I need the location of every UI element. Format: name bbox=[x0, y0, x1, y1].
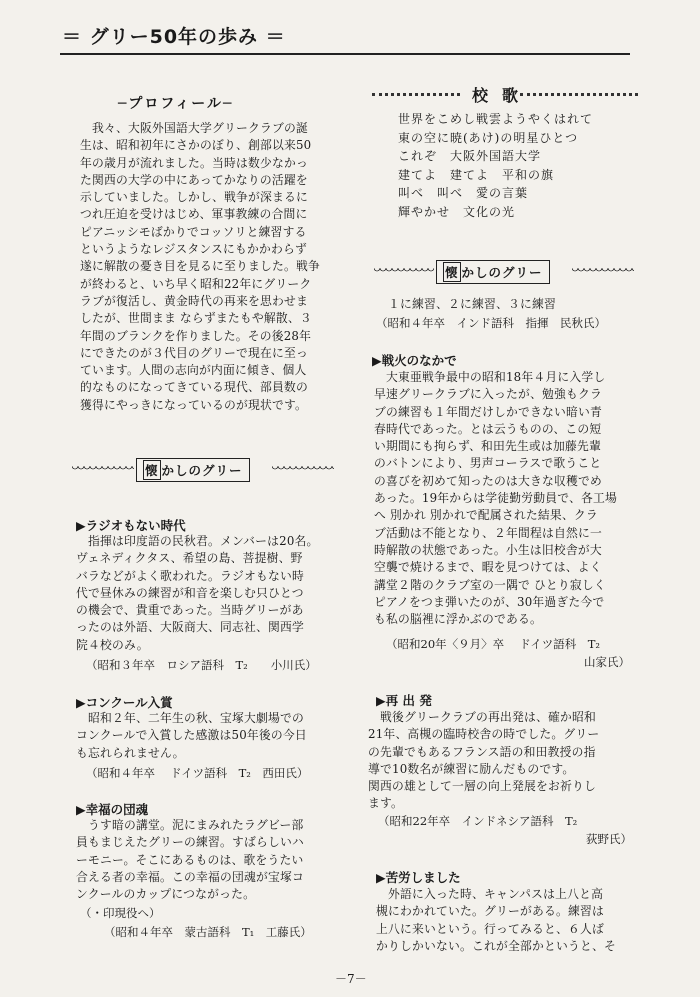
box-accent: 懐 bbox=[143, 460, 161, 480]
dotted-rule bbox=[372, 93, 460, 96]
dotted-rule bbox=[520, 93, 638, 96]
section-text: うす暗の講堂。泥にまみれたラグビー部 員もまじえたグリーの練習。すばらしいハ ーモニー。そこにあるものは、歌をうたい 合える者の幸福。この幸福の団魂が宝塚コ ンクールのカップにつながった。 bbox=[76, 818, 304, 902]
attribution: （昭和20年〈９月〉卒 ドイツ語科 T₂ bbox=[386, 637, 600, 651]
profile-title: ─プロフィール─ bbox=[118, 96, 234, 112]
wavy-rule bbox=[272, 466, 334, 476]
section-text: 戦後グリークラブの再出発は、確か昭和 21年、高槻の臨時校舎の時でした。グリー の先輩でもあるフランス語の和田教授の指 導で10数名が練習に励んだものです。 関西の雄として一層の向上発展をお祈りし ます。 bbox=[368, 710, 600, 811]
attribution-name: 山家氏） bbox=[584, 655, 630, 669]
section-heading: ▶幸福の団魂 bbox=[76, 802, 149, 817]
natsukashi-label-left bbox=[136, 458, 250, 482]
lyric-line: 輝やかせ 文化の光 bbox=[398, 204, 516, 219]
section-heading: ▶再 出 発 bbox=[376, 693, 432, 708]
section-heading: ▶コンクール入賞 bbox=[76, 695, 173, 710]
lyric-line: 叫べ 叫べ 愛の言葉 bbox=[398, 186, 529, 201]
attribution: （昭和22年卒 インドネシア語科 T₂ bbox=[378, 814, 578, 828]
wavy-rule bbox=[72, 466, 134, 476]
section-heading: ▶苦労しました bbox=[376, 870, 461, 885]
kouka-title: 校歌 bbox=[472, 86, 533, 105]
attribution-note: （・印現役へ） bbox=[80, 906, 161, 920]
kouka-lyrics bbox=[398, 110, 593, 222]
attribution: （昭和４年卒 インド語科 指揮 民秋氏） bbox=[376, 316, 606, 330]
box-accent: 懐 bbox=[443, 262, 461, 282]
section-heading: ▶ラジオもない時代 bbox=[76, 518, 186, 533]
lyric-line: 世界をこめし戦雲ようやくはれて bbox=[398, 112, 594, 126]
section-heading: ▶戦火のなかで bbox=[372, 353, 457, 368]
attribution: （昭和４年卒 蒙古語科 T₁ 工藤氏） bbox=[104, 925, 312, 939]
natsukashi-text-left: かしのグリー bbox=[161, 463, 243, 478]
wavy-rule bbox=[374, 268, 434, 278]
section-text: 大東亜戦争最中の昭和18年４月に入学し 早速グリークラブに入ったが、勉強もクラ ブの練習も１年間だけしかできない暗い青 春時代であった。とは云うものの、この短 い期間にも拘らず、和田先生或は加藤先輩 のバトンにより、男声コーラスで歌うこと の喜びを初めて知ったのは大きな収穫でめ あった。19年からは学徒勤労動員で、各工場 へ 別かれ 別かれで配属された結果、クラ ブ活動は不能となり、２年間程は自然に一 時解散の状態であった。小生は旧校舎が大 空襲で焼けるまで、暇を見つけては、よく 講堂２階のクラブ室の一隅で ひとり寂しく ピアノをつま弾いたのが、30年過ぎた今で も私の脳裡に浮かぶのである。 bbox=[374, 370, 617, 627]
natsukashi-label-right bbox=[436, 260, 550, 284]
lyric-line: 東の空に暁(あけ)の明星ひとつ bbox=[398, 130, 579, 145]
attribution: （昭和３年卒 ロシア語科 T₂ 小川氏） bbox=[86, 658, 317, 672]
wavy-rule bbox=[572, 268, 634, 278]
natsukashi-text-right: かしのグリー bbox=[461, 265, 543, 280]
page-number: －7－ bbox=[335, 972, 367, 986]
lyric-line: これぞ 大阪外国語大学 bbox=[398, 149, 542, 164]
attribution-name: 荻野氏） bbox=[586, 832, 632, 846]
attribution: （昭和４年卒 ドイツ語科 T₂ 西田氏） bbox=[86, 766, 309, 780]
page-title: ＝ グリー50年の歩み ＝ bbox=[62, 26, 286, 48]
title-rule bbox=[60, 53, 630, 55]
section-text: 昭和２年、二年生の秋、宝塚大劇場での コンクールで入賞した感激は50年後の今日 も忘れられません。 bbox=[76, 711, 307, 760]
profile-text: 我々、大阪外国語大学グリークラブの誕 生は、昭和初年にさかのぼり、創部以来50 年の歳月が流れました。当時は数少なかっ た関西の大学の中にあってかなりの活躍を 示していました。しかし、戦争が深まるに つれ圧迫を受けはじめ、軍事教練の合間に ピアニッシモばかりでコッソリと練習する というようなレジスタンスにもかかわらず 遂に解散の憂き目を見るに至りました。戦争 が終わると、いち早く昭和22年にグリーク ラブが復活し、黄金時代の再来を思わせま したが、世間まま ならずまたもや解散、３ 年間のブランクを作りました。その後28年 にできたのが３代目のグリーで現在に至っ ています。人間の志向が内面に傾き、個人 的なものになってきている現代、部員数の 獲得にやっきになっているのが現状です。 bbox=[80, 121, 320, 412]
intro-text: １に練習、２に練習、３に練習 bbox=[376, 297, 556, 311]
lyric-line: 建てよ 建てよ 平和の旗 bbox=[398, 167, 555, 182]
section-text: 外語に入った時、キャンパスは上八と高 槻にわかれていた。グリーがある。練習は 上八に来いという。行ってみると、６人ば かりしかいない。これが全部かというと、そ bbox=[376, 887, 616, 953]
section-text: 指揮は印度語の民秋君。メンバーは20名。 ヴェネディクタス、希望の島、菩提樹、野 バラなどがよく歌われた。ラジオもない時 代で昼休みの練習が和音を楽しむ只ひとつ の機会で、貴重であった。当時グリーがあ ったのは外語、大阪商大、同志社、関西学 院４校のみ。 bbox=[76, 534, 319, 652]
